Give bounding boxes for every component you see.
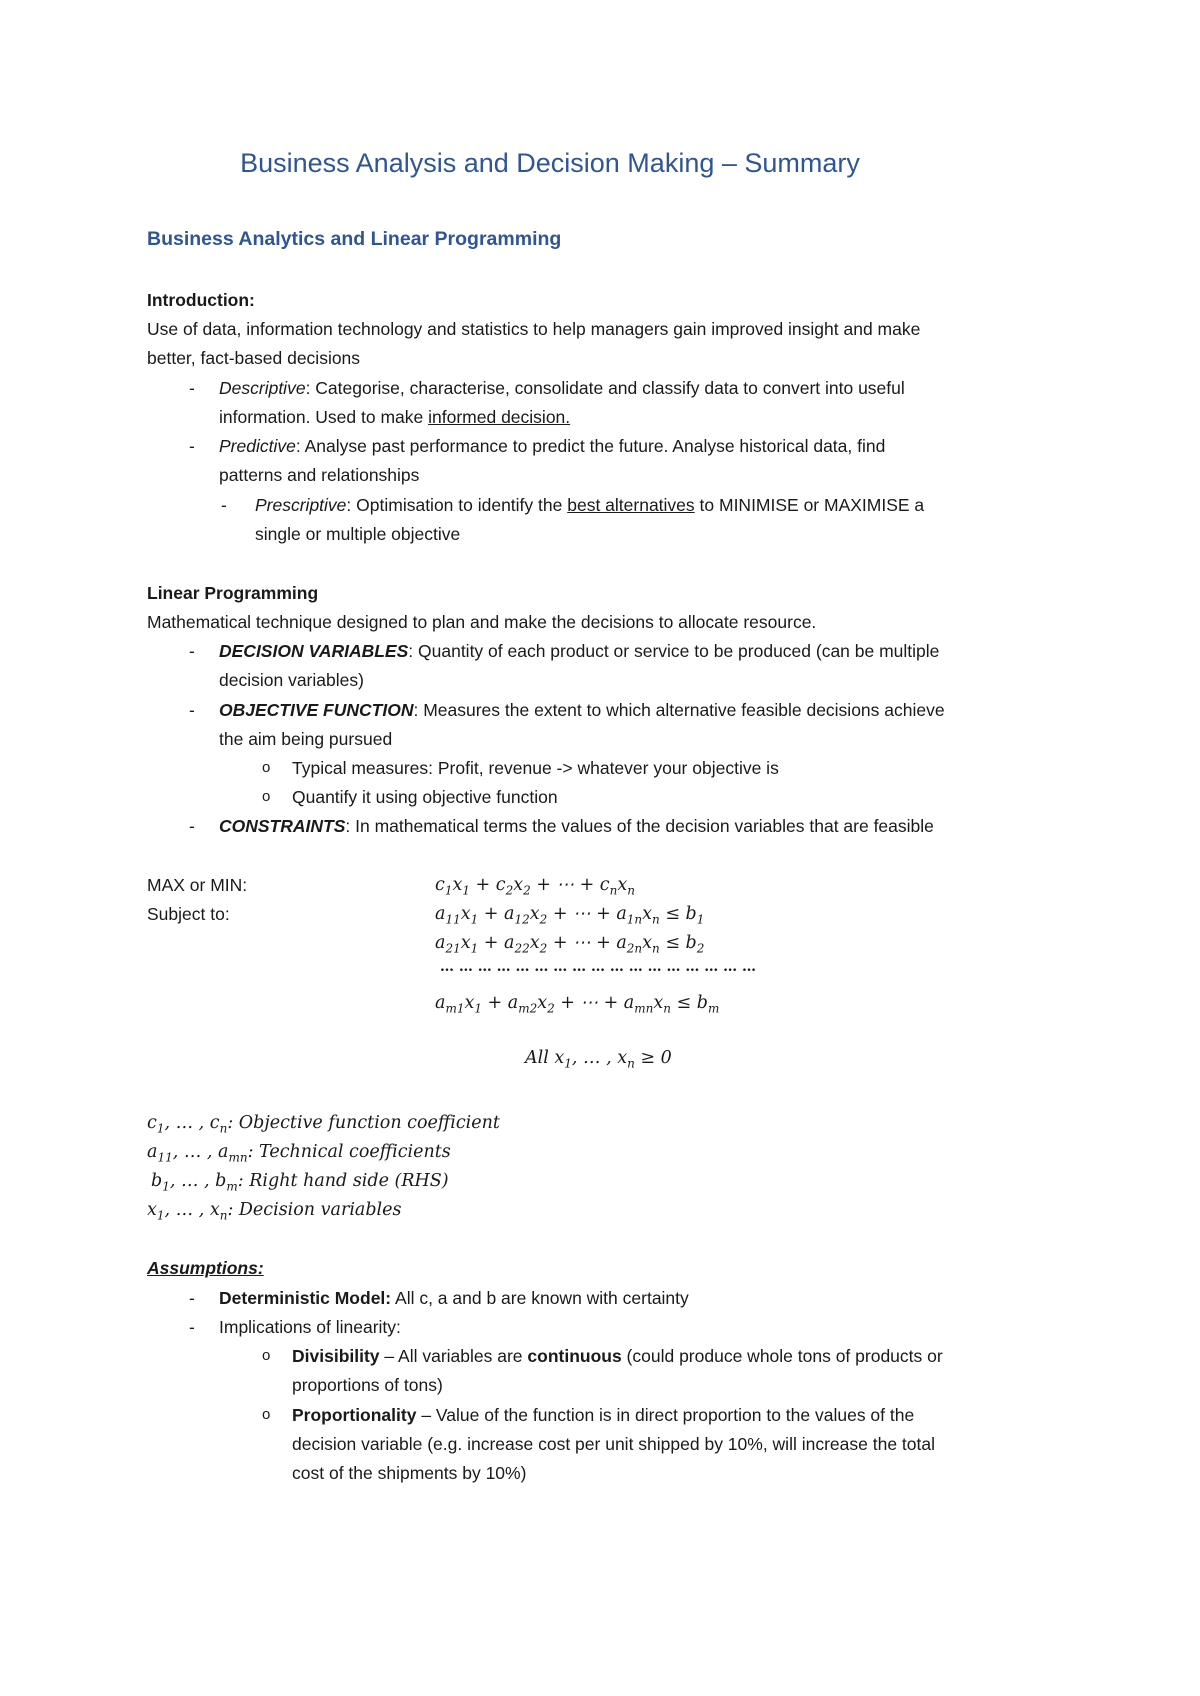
definition-c: $c_1$, … , $c_n$: Objective function coefficient [147, 1113, 500, 1136]
objective-sub-1: Typical measures: Profit, revenue -> whatever your objective is [292, 758, 779, 778]
bullet-circle: o [262, 788, 271, 805]
prescriptive-line-1: Prescriptive: Optimisation to identify the best alternatives to MINIMISE or MAXIMISE a [255, 495, 925, 515]
max-min-label: MAX or MIN: [147, 875, 248, 895]
nonnegativity-constraint: All $x_1$, … , $x_n \ge 0$ [525, 1048, 672, 1071]
decision-variables-line-2: decision variables) [219, 670, 364, 690]
intro-text-line-2: better, fact-based decisions [147, 348, 361, 368]
lp-heading: Linear Programming [147, 583, 319, 603]
decision-variables-line-1: DECISION VARIABLES: Quantity of each product or service to be produced (can be multiple [219, 641, 940, 661]
bullet-dash: - [189, 378, 195, 398]
proportionality-line-2: decision variable (e.g. increase cost per unit shipped by 10%, will increase the total [292, 1434, 935, 1454]
objective-function-line-1: OBJECTIVE FUNCTION: Measures the extent to which alternative feasible decisions achieve [219, 700, 945, 720]
document-title: Business Analysis and Decision Making – Summary [240, 148, 860, 178]
bullet-circle: o [262, 1347, 271, 1364]
predictive-line-2: patterns and relationships [219, 465, 420, 485]
constraint-row-2: $a_{21}x_1 + a_{22}x_2$ + ⋯ + $a_{2n}x_n \le b_2$ [435, 933, 705, 956]
divisibility-line-2: proportions of tons) [292, 1375, 443, 1395]
lp-text: Mathematical technique designed to plan and make the decisions to allocate resource. [147, 612, 817, 632]
bullet-dash: - [189, 641, 195, 661]
intro-text-line-1: Use of data, information technology and statistics to help managers gain improved insight and make [147, 319, 921, 339]
objective-formula: $c_1x_1 + c_2x_2$ + ⋯ + $c_nx_n$ [435, 875, 635, 898]
constraints-line: CONSTRAINTS: In mathematical terms the values of the decision variables that are feasible [219, 816, 934, 836]
objective-function-line-2: the aim being pursued [219, 729, 393, 749]
divisibility-line-1: Divisibility – All variables are continuous (could produce whole tons of products or [292, 1346, 943, 1366]
descriptive-line-1: Descriptive: Categorise, characterise, consolidate and classify data to convert into useful [219, 378, 905, 398]
definition-a: $a_{11}$, … , $a_{mn}$: Technical coefficients [147, 1142, 451, 1165]
subject-to-label: Subject to: [147, 904, 230, 924]
bullet-dash: - [221, 495, 227, 515]
bullet-dash: - [189, 816, 195, 836]
bullet-circle: o [262, 759, 271, 776]
bullet-dash: - [189, 700, 195, 720]
predictive-line-1: Predictive: Analyse past performance to predict the future. Analyse historical data, find [219, 436, 886, 456]
prescriptive-line-2: single or multiple objective [255, 524, 461, 544]
assumptions-heading: Assumptions: [147, 1258, 264, 1278]
proportionality-line-1: Proportionality – Value of the function is in direct proportion to the values of the [292, 1405, 915, 1425]
descriptive-line-2: information. Used to make informed decision. [219, 407, 571, 427]
intro-heading: Introduction: [147, 290, 255, 310]
bullet-circle: o [262, 1406, 271, 1423]
linearity-line: Implications of linearity: [219, 1317, 401, 1337]
section-heading: Business Analytics and Linear Programming [147, 228, 562, 250]
constraint-row-m: $a_{m1}x_1 + a_{m2}x_2$ + ⋯ + $a_{mn}x_n \le b_m$ [435, 993, 720, 1016]
constraint-row-1: $a_{11}x_1 + a_{12}x_2$ + ⋯ + $a_{1n}x_n \le b_1$ [435, 904, 705, 927]
objective-sub-2: Quantify it using objective function [292, 787, 558, 807]
proportionality-line-3: cost of the shipments by 10%) [292, 1463, 527, 1483]
bullet-dash: - [189, 1288, 195, 1308]
deterministic-model-line: Deterministic Model: All c, a and b are known with certainty [219, 1288, 689, 1308]
definition-b: $b_1$, … , $b_m$: Right hand side (RHS) [151, 1171, 449, 1194]
definition-x: $x_1$, … , $x_n$: Decision variables [147, 1200, 402, 1223]
bullet-dash: - [189, 1317, 195, 1337]
bullet-dash: - [189, 436, 195, 456]
constraint-dots-row: … … … … … … … … … … … … … … … … … [440, 959, 756, 975]
